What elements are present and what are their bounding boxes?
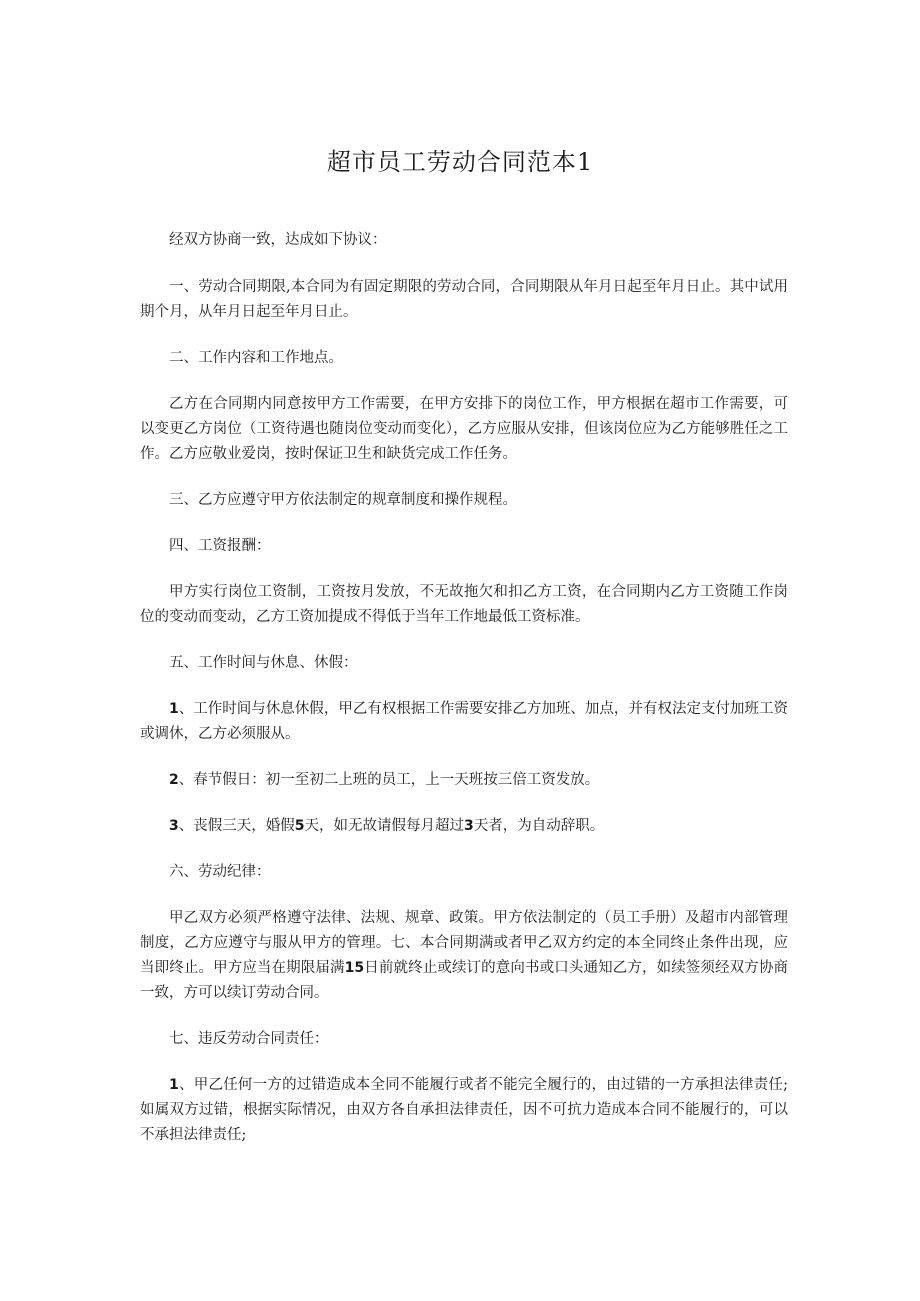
paragraph-section-1: 一、劳动合同期限,本合同为有固定期限的劳动合同，合同期限从年月日起至年月日止。其中试用期个月，从年月日起至年月日止。	[140, 279, 788, 320]
paragraph-text: 日前就终止或续订的意向书或口头通知乙方，如续签须经双方协商一致，方可以续订劳动合同。	[140, 960, 789, 1001]
item-number: 1	[169, 701, 179, 717]
heading-section-4: 四、工资报酬：	[169, 538, 271, 554]
heading-section-7: 七、违反劳动合同责任：	[169, 1031, 329, 1047]
item-text: 、春节假日：初一至初二上班的员工，上一天班按三倍工资发放。	[178, 772, 600, 788]
list-item-7-1	[140, 1073, 788, 1148]
heading-section-2: 二、工作内容和工作地点。	[169, 350, 343, 366]
paragraph-section-2: 乙方在合同期内同意按甲方工作需要，在甲方安排下的岗位工作，甲方根据在超市工作需要，可以变更乙方岗位（工资待遇也随岗位变动而变化），乙方应服从安排，但该岗位应为乙方能够胜任之工作。乙方应敬业爱岗，按时保证卫生和缺货完成工作任务。	[140, 396, 788, 462]
inline-number: 5	[294, 818, 305, 834]
list-item-5-3	[140, 814, 788, 839]
paragraph-intro: 经双方协商一致，达成如下协议：	[169, 232, 387, 248]
item-text: 、丧假三天，婚假	[178, 818, 295, 834]
paragraph-text: 甲乙双方必须严格遵守法律、法规、规章、政策。甲方依法制定的（员工手册）及超市内部管理制度，乙方应遵守与服从甲方的管理。七、本合同期满或者甲乙双方约定的本全同终止条件出现，应当即终止。甲方应当在期限届满	[140, 910, 788, 976]
item-number: 1	[169, 1077, 179, 1093]
paragraph-section-4: 甲方实行岗位工资制，工资按月发放，不无故拖欠和扣乙方工资，在合同期内乙方工资随工作岗位的变动而变动，乙方工资加提成不得低于当年工作地最低工资标准。	[140, 584, 788, 625]
heading-section-5: 五、工作时间与休息、休假：	[169, 655, 358, 671]
inline-number: 15	[344, 960, 365, 976]
item-text: 天者，为自动辞职。	[473, 818, 605, 834]
item-number: 3	[169, 818, 179, 834]
item-number: 2	[169, 772, 179, 788]
paragraph-section-3: 三、乙方应遵守甲方依法制定的规章制度和操作规程。	[169, 492, 517, 508]
item-text: 、工作时间与休息休假，甲乙有权根据工作需要安排乙方加班、加点，并有权法定支付加班工资或调休，乙方必须服从。	[140, 701, 788, 742]
list-item-5-2	[140, 768, 788, 793]
heading-section-6: 六、劳动纪律：	[169, 864, 271, 880]
paragraph-section-6	[140, 906, 788, 1006]
list-item-5-1	[140, 697, 788, 747]
inline-number: 3	[464, 818, 474, 834]
item-text: 、甲乙任何一方的过错造成本全同不能履行或者不能完全履行的，由过错的一方承担法律责任;如属双方过错，根据实际情况，由双方各自承担法律责任，因不可抗力造成本合同不能履行的，可以不承担法律责任;	[140, 1077, 788, 1143]
document-body	[140, 228, 788, 1169]
item-text: 天，如无故请假每月超过	[304, 818, 464, 834]
document-title: 超市员工劳动合同范本1	[326, 148, 594, 176]
